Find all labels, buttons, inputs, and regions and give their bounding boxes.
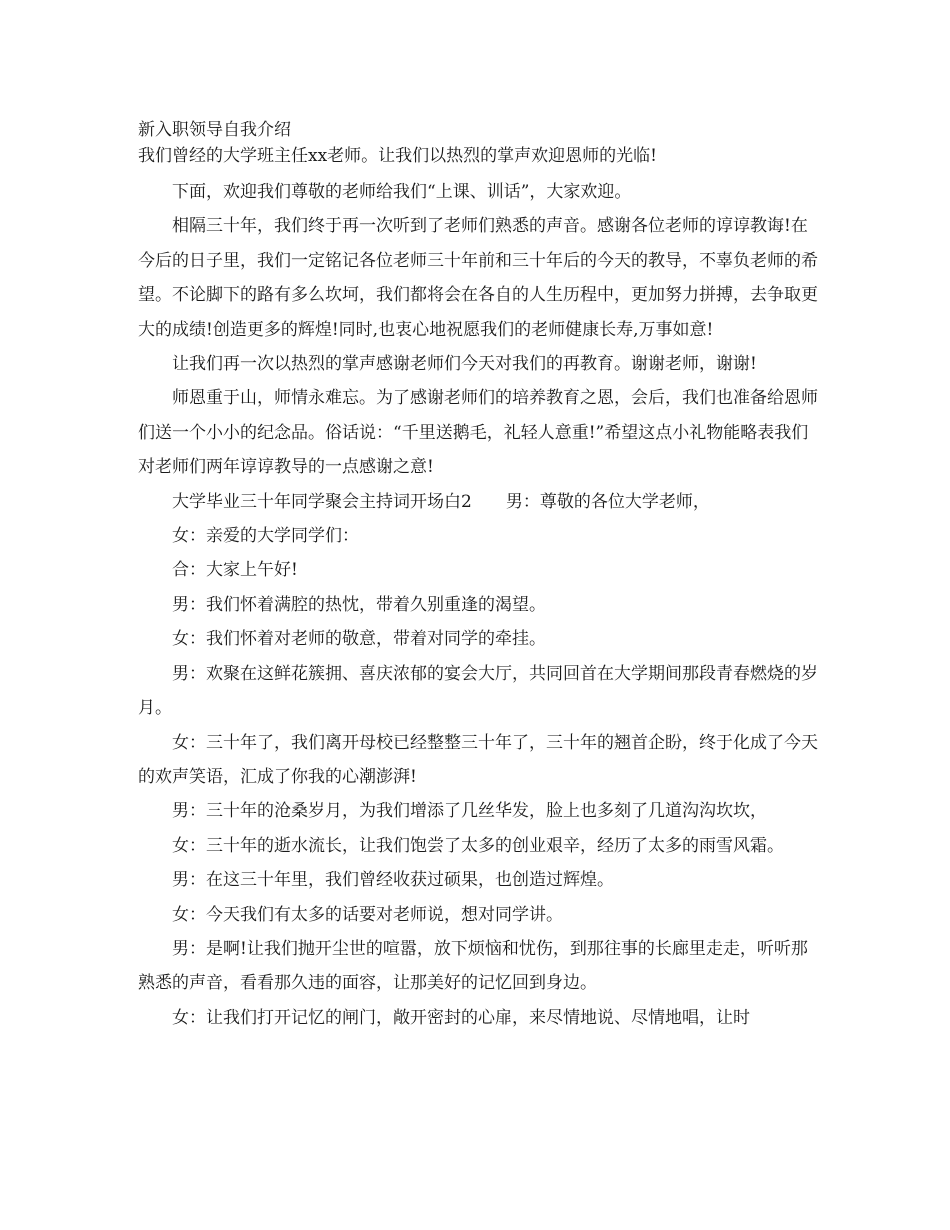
section-heading: 大学毕业三十年同学聚会主持词开场白2 (172, 491, 472, 512)
dialogue-line: 女：今天我们有太多的话要对老师说，想对同学讲。 (172, 904, 563, 925)
dialogue-line: 男：在这三十年里，我们曾经收获过硕果，也创造过辉煌。 (172, 870, 614, 891)
dialogue-line: 男：我们怀着满腔的热忱，带着久别重逢的渴望。 (172, 594, 546, 615)
section-heading-first-line: 男：尊敬的各位大学老师， (505, 491, 710, 512)
section-heading-line (138, 485, 818, 519)
dialogue-line: 男：是啊!让我们抛开尘世的喧嚣，放下烦恼和忧伤，到那往事的长廊里走走，听听那熟悉的声音，看看那久违的面容，让那美好的记忆回到身边。 (138, 938, 808, 994)
dialogue-line: 合：大家上午好! (172, 560, 298, 581)
dialogue-line: 女：三十年了，我们离开母校已经整整三十年了，三十年的翘首企盼，终于化成了今天的欢声笑语，汇成了你我的心潮澎湃! (138, 732, 818, 787)
dialogue-line: 女：三十年的逝水流长，让我们饱尝了太多的创业艰辛，经历了太多的雨雪风霜。 (172, 835, 784, 856)
dialogue-line: 女：我们怀着对老师的敬意，带着对同学的牵挂。 (172, 629, 546, 650)
document-title: 新入职领导自我介绍 (138, 120, 291, 140)
paragraph: 下面，欢迎我们尊敬的老师给我们“上课、训话”，大家欢迎。 (172, 182, 632, 202)
paragraph: 相隔三十年，我们终于再一次听到了老师们熟悉的声音。感谢各位老师的谆谆教诲!在今后的日子里，我们一定铭记各位老师三十年前和三十年后的今天的教导，不辜负老师的希望。不论脚下的路有多么坎坷，我们都将会在各自的人生历程中，更加努力拼搏，去争取更大的成绩!创造更多的辉煌!同时,也衷心地祝愿我们的老师健康长寿,万事如意! (138, 216, 818, 340)
paragraph: 让我们再一次以热烈的掌声感谢老师们今天对我们的再教育。谢谢老师，谢谢! (172, 354, 757, 375)
dialogue-line: 男：欢聚在这鲜花簇拥、喜庆浓郁的宴会大厅，共同回首在大学期间那段青春燃烧的岁月。 (138, 663, 818, 719)
dialogue-line: 女：让我们打开记忆的闸门，敞开密封的心扉，来尽情地说、尽情地唱，让时 (172, 1007, 750, 1028)
dialogue-line: 男：三十年的沧桑岁月，为我们增添了几丝华发，脸上也多刻了几道沟沟坎坎， (172, 801, 767, 822)
paragraph: 师恩重于山，师情永难忘。为了感谢老师们的培养教育之恩，会后，我们也准备给恩师们送一个小小的纪念品。俗话说：“千里送鹅毛，礼轻人意重!”希望这点小礼物能略表我们对老师们两年谆谆教导的一点感谢之意! (138, 388, 818, 478)
intro-line: 我们曾经的大学班主任xx老师。让我们以热烈的掌声欢迎恩师的光临! (138, 146, 658, 166)
dialogue-line: 女：亲爱的大学同学们： (172, 526, 359, 547)
